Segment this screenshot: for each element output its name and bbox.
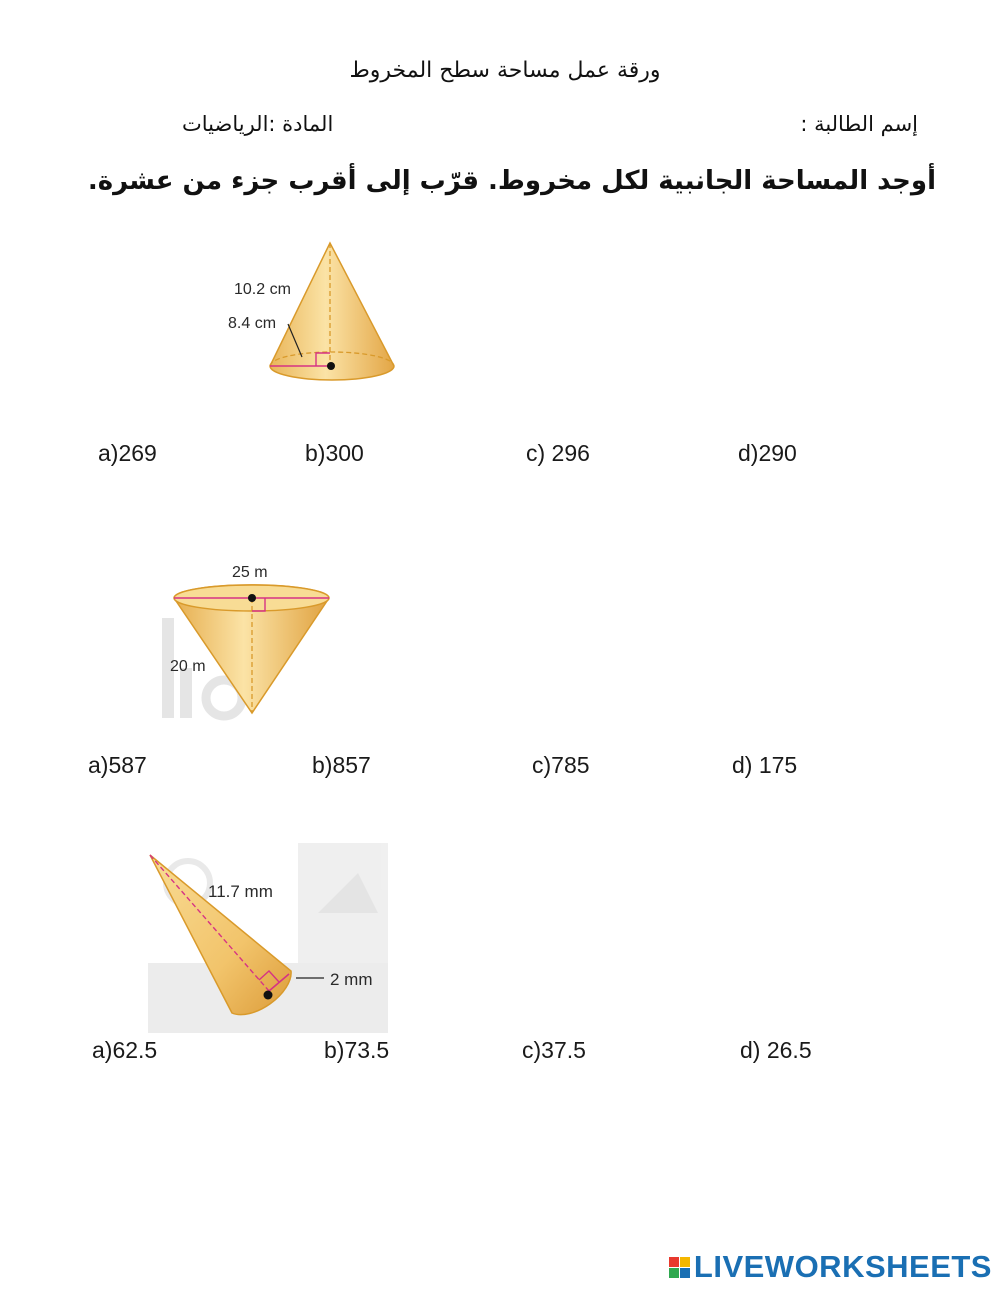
radius-label: 8.4 cm (228, 315, 277, 332)
slant-label: 10.2 cm (234, 281, 291, 298)
worksheet-title: ورقة عمل مساحة سطح المخروط (349, 58, 661, 83)
student-name-label: إسم الطالبة : (800, 112, 918, 136)
logo-icon (669, 1257, 690, 1278)
q3-option-d[interactable]: d) 26.5 (740, 1037, 812, 1063)
brand-name: LIVEWORKSHEETS (693, 1249, 992, 1284)
q2-option-b[interactable]: b)857 (312, 752, 371, 778)
q2-option-c[interactable]: c)785 (532, 752, 590, 778)
instruction-text: أوجد المساحة الجانبية لكل مخروط. قرّب إلى أقرب جزء من عشرة. (87, 166, 936, 196)
q2-option-a[interactable]: a)587 (88, 752, 147, 778)
q1-option-b[interactable]: b)300 (305, 440, 364, 466)
cone-figure-1 (220, 235, 410, 385)
diameter-label: 25 m (232, 564, 268, 581)
cone-body (270, 243, 394, 380)
q3-option-a[interactable]: a)62.5 (92, 1037, 158, 1063)
cone-figure-2 (162, 558, 342, 723)
q3-option-c[interactable]: c)37.5 (522, 1037, 586, 1063)
subject-label: المادة :الرياضيات (182, 112, 334, 136)
q2-option-d[interactable]: d) 175 (732, 752, 798, 778)
slant-label: 11.7 mm (208, 882, 273, 901)
radius-label: 2 mm (330, 970, 373, 989)
height-label: 20 m (170, 658, 206, 675)
q1-option-d[interactable]: d)290 (738, 440, 797, 466)
liveworksheets-logo[interactable] (669, 1249, 992, 1285)
cone-figure-3 (148, 843, 388, 1033)
q3-option-b[interactable]: b)73.5 (324, 1037, 390, 1063)
q1-option-c[interactable]: c) 296 (526, 440, 590, 466)
q1-option-a[interactable]: a)269 (98, 440, 157, 466)
